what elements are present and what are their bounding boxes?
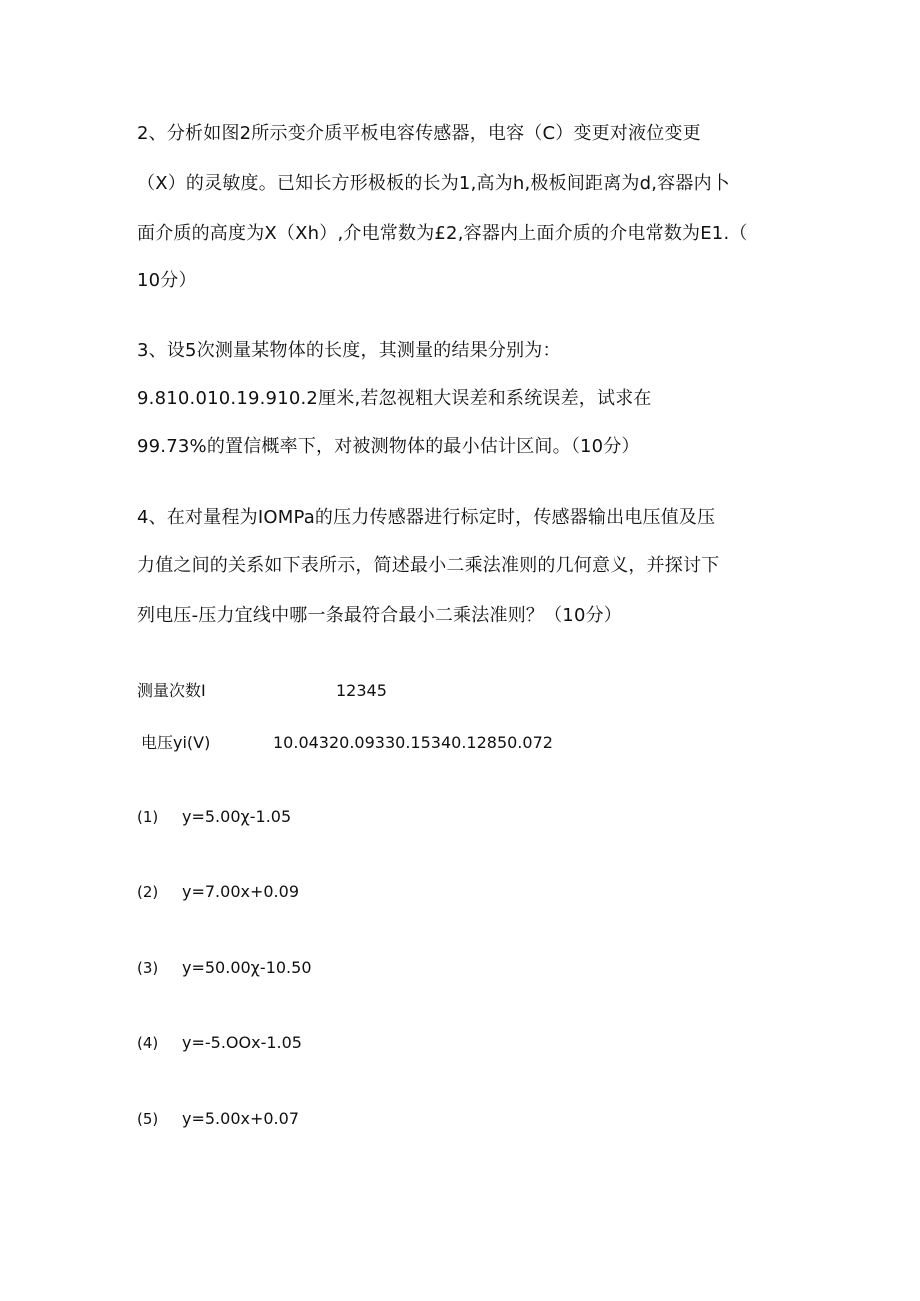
q2-line-3: 面介质的高度为X（Xh）,介电常数为£2,容器内上面介质的介电常数为E1.（ [137,223,748,244]
option-1-equation: y=5.00χ-1.05 [182,807,292,826]
table-row1-label: 测量次数I [137,681,206,700]
option-2-number: (2) [137,883,159,901]
q3-line-1: 3、设5次测量某物体的长度，其测量的结果分别为： [137,340,561,361]
q2-line-4: 10分） [137,270,197,291]
q4-line-3: 列电压-压力宜线中哪一条最符合最小二乘法准则？（10分） [137,605,622,626]
option-2-equation: y=7.00x+0.09 [182,882,299,901]
table-row2-label: 电压yi(V) [141,733,211,752]
option-3-equation: y=50.00χ-10.50 [182,958,312,977]
q3-line-3: 99.73%的置信概率下，对被测物体的最小估计区间。（10分） [137,436,640,457]
option-3-number: (3) [137,959,159,977]
option-4-equation: y=-5.OOx-1.05 [182,1033,302,1052]
table-row2-value: 10.04320.09330.15340.12850.072 [273,733,553,752]
option-5-number: (5) [137,1110,159,1128]
option-4-number: (4) [137,1034,159,1052]
q2-line-2: （X）的灵敏度。已知长方形极板的长为1,高为h,极板间距离为d,容器内卜 [137,173,730,194]
q4-line-2: 力值之间的关系如下表所示，简述最小二乘法准则的几何意义，并探讨下 [137,555,720,576]
option-5-equation: y=5.00x+0.07 [182,1109,299,1128]
q2-line-1: 2、分析如图2所示变介质平板电容传感器，电容（C）变更对液位变更 [137,123,701,144]
q4-line-1: 4、在对量程为IOMPa的压力传感器进行标定时，传感器输出电压值及压 [137,507,716,528]
option-1-number: (1) [137,808,159,826]
table-row1-value: 12345 [336,681,387,700]
q3-line-2: 9.810.010.19.910.2厘米,若忽视粗大误差和系统误差，试求在 [137,388,652,409]
